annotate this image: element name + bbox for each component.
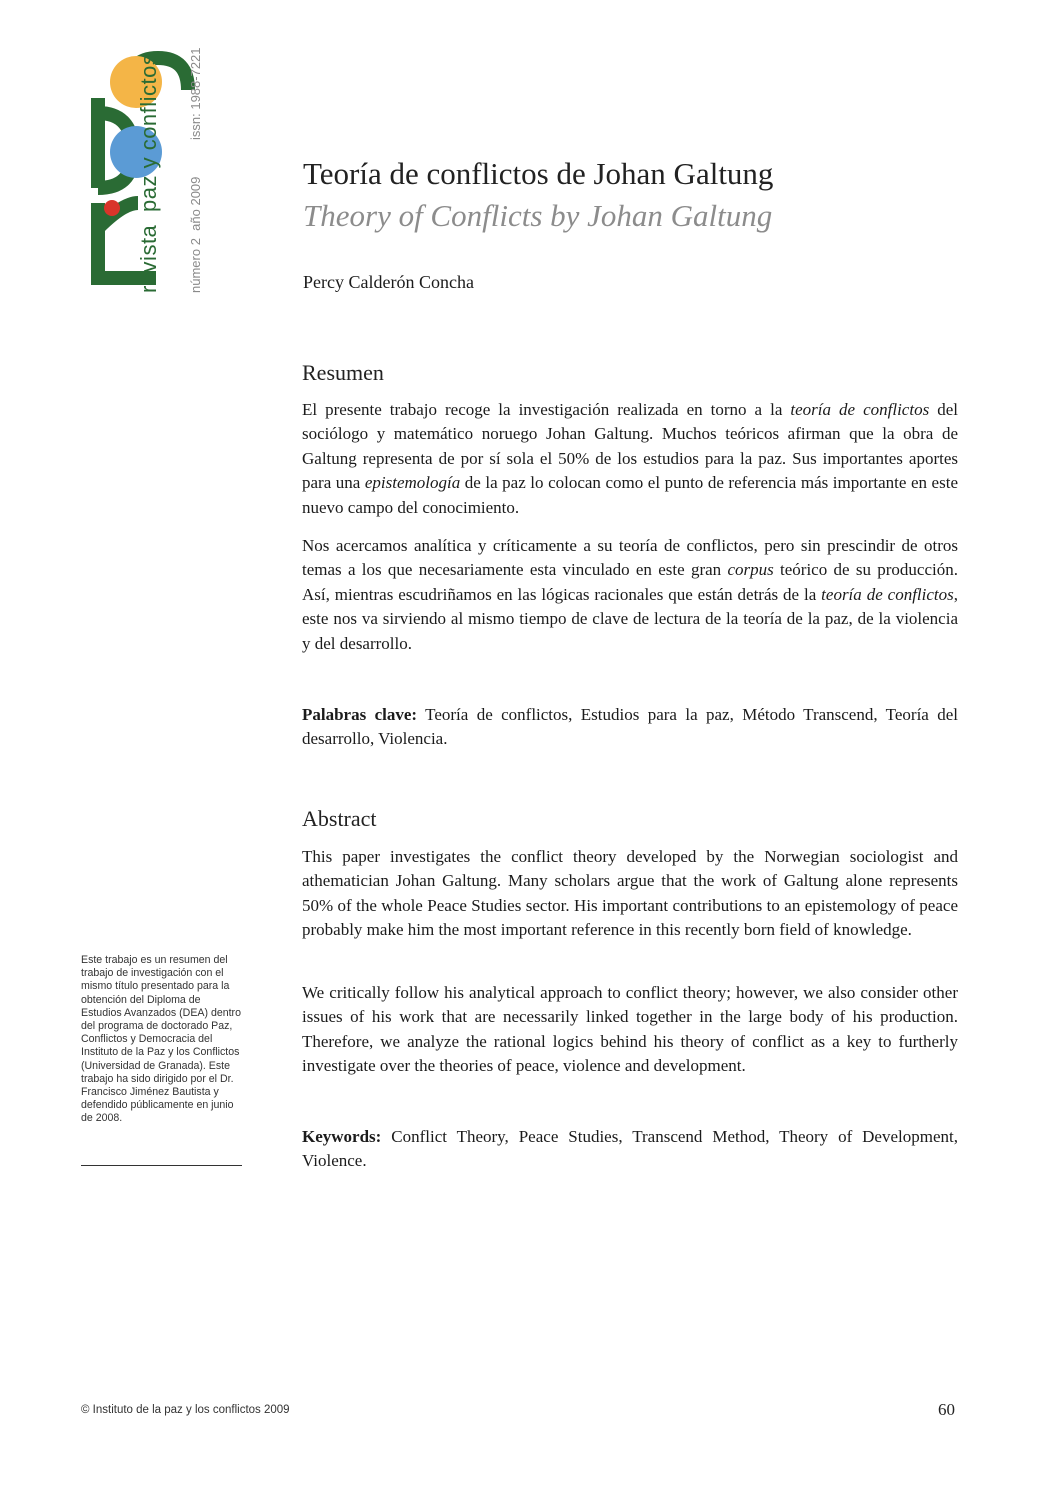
footer-copyright: © Instituto de la paz y los conflictos 2009 xyxy=(81,1404,290,1416)
abstract-paragraph-1: This paper investigates the conflict theory developed by the Norwegian sociologist and athematician Johan Galtung. Many scholars argue that the work of Galtung alone represents 50% of the whole Peace Studies sector. His important contributions to an epistemology of peace probably make him the most important reference in this recently born field of knowledge. xyxy=(302,847,958,940)
author-note: Este trabajo es un resumen del trabajo de investigación con el mismo título presentado para la obtención del Diploma de Estudios Avanzados (DEA) dentro del programa de doctorado Paz, Conflictos y Democracia del Instituto de la Paz y los Conflictos (Universidad de Granada). Este trabajo ha sido dirigido por el Dr. Francisco Jiménez Bautista y defendido públicamente en junio de 2008. xyxy=(81,954,241,1125)
note-divider xyxy=(81,1165,242,1166)
keywords-list: Conflict Theory, Peace Studies, Transcend Method, Theory of Development, Violence. xyxy=(302,1127,958,1171)
article-subtitle: Theory of Conflicts by Johan Galtung xyxy=(303,198,773,233)
logo-issue-info xyxy=(188,177,203,293)
logo-journal-name: paz y conflictos xyxy=(136,53,161,212)
keywords xyxy=(302,1125,958,1174)
keywords-label: Keywords: xyxy=(302,1127,382,1146)
logo-year: año 2009 xyxy=(188,176,203,231)
palabras-clave-list: Teoría de conflictos, Estudios para la paz, Método Transcend, Teoría del desarrollo, Violencia. xyxy=(302,705,958,749)
article-title: Teoría de conflictos de Johan Galtung xyxy=(303,156,774,191)
resumen-heading: Resumen xyxy=(302,360,384,385)
resumen-paragraph-2: Nos acercamos analítica y críticamente a su teoría de conflictos, pero sin prescindir de otros temas a los que necesariamente esta vinculado en este gran corpus teórico de su producción. Así, mientras escudriñamos en las lógicas racionales que están detrás de la teoría de conflictos, este nos va sirviendo al mismo tiempo de clave de lectura de la teoría de la paz, de la violencia y del desarrollo. xyxy=(302,536,958,653)
article-author: Percy Calderón Concha xyxy=(303,272,474,292)
logo-issue-number: número 2 xyxy=(188,238,203,293)
logo-red-dot xyxy=(104,200,120,216)
logo-issn: issn: 1988-7221 xyxy=(188,47,203,140)
abstract-paragraph-2: We critically follow his analytical approach to conflict theory; however, we also consider other issues of his work that are necessarily linked together in the large body of his production. Therefore, we analyze the rational logics behind his theory of conflict as a key to furtherly investigate over the theories of peace, violence and development. xyxy=(302,983,958,1076)
resumen-paragraph-1: El presente trabajo recoge la investigación realizada en torno a la teoría de conflictos del sociólogo y matemático noruego Johan Galtung. Muchos teóricos afirman que la obra de Galtung representa de por sí sola el 50% de los estudios para la paz. Sus importantes aportes para una epistemología de la paz lo colocan como el punto de referencia más importante en este nuevo campo del conocimiento. xyxy=(302,400,958,517)
abstract-heading: Abstract xyxy=(302,806,377,831)
page-number: 60 xyxy=(938,1400,955,1419)
palabras-clave-label: Palabras clave: xyxy=(302,705,418,724)
logo-revista-text: revista xyxy=(136,224,161,293)
palabras-clave xyxy=(302,703,958,752)
